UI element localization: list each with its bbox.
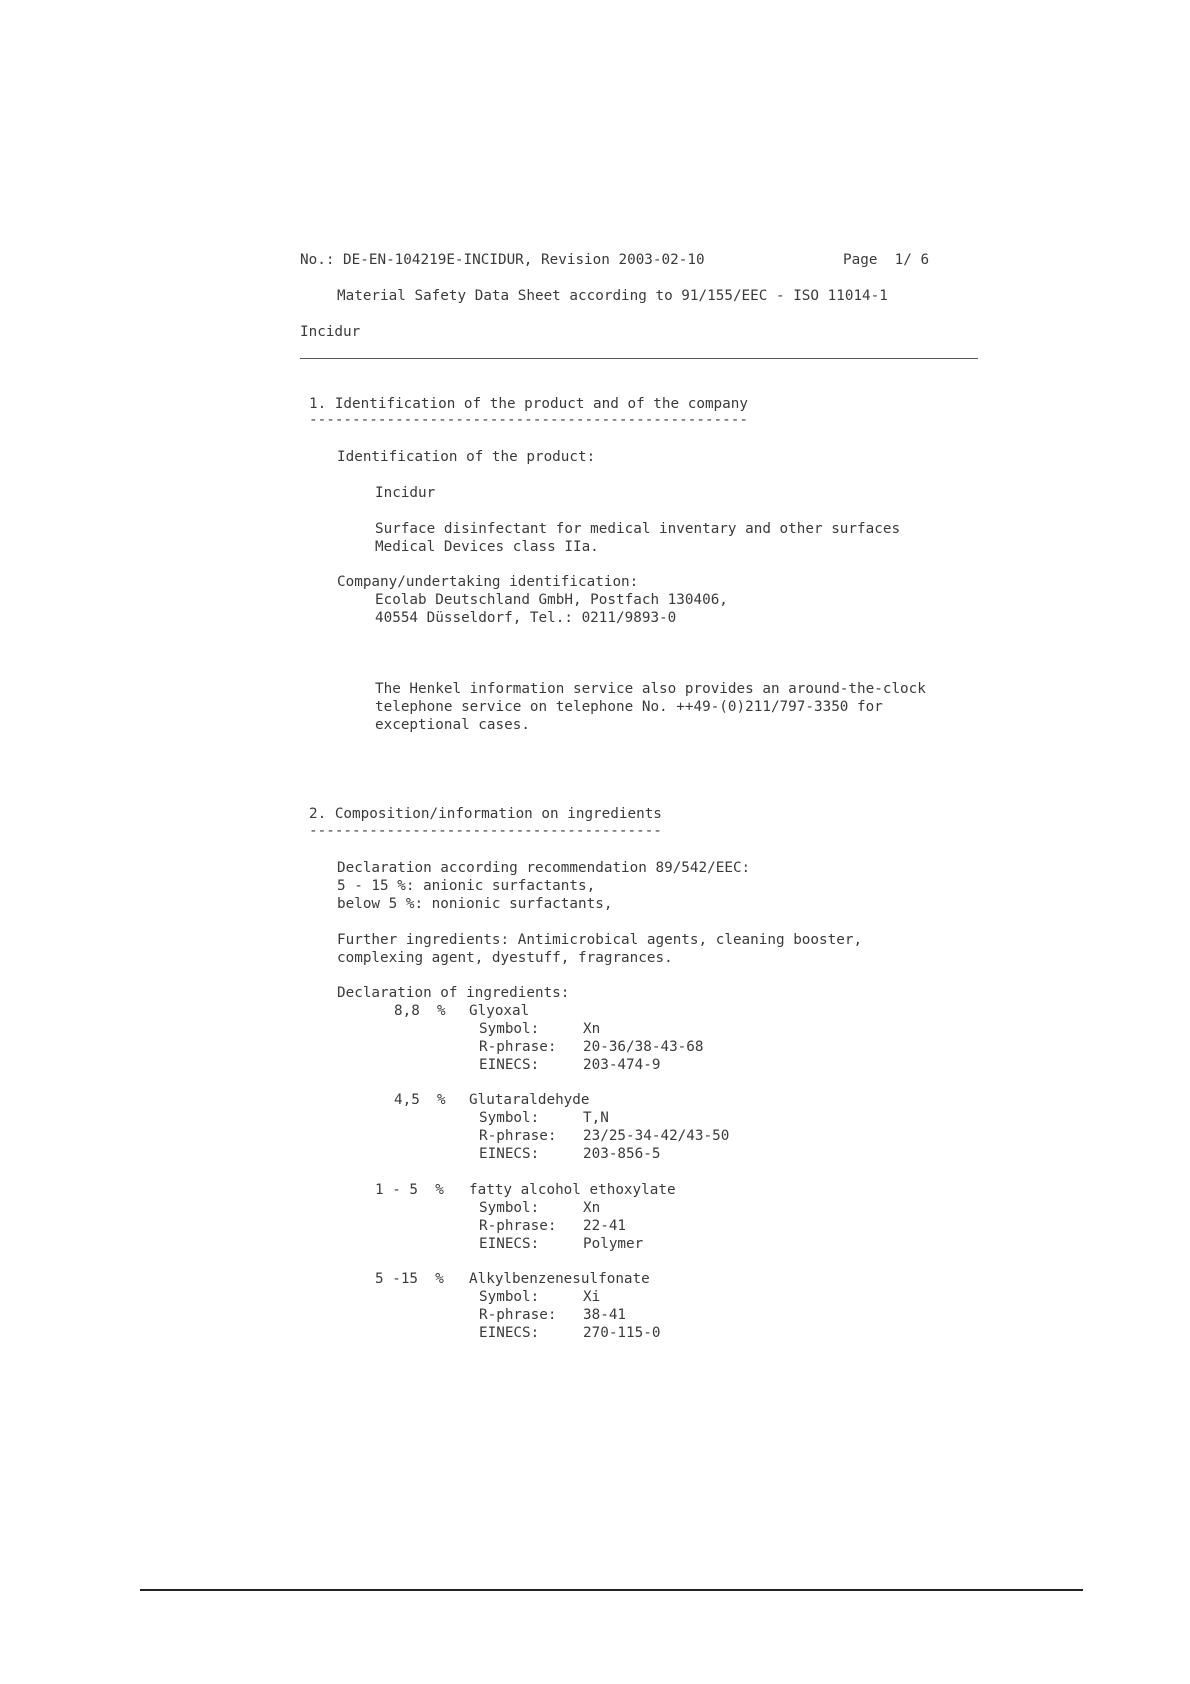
company-line-1: Ecolab Deutschland GmbH, Postfach 130406, xyxy=(375,592,728,608)
document-title: Material Safety Data Sheet according to 91/155/EEC - ISO 11014-1 xyxy=(337,288,888,304)
declaration-line-3: below 5 %: nonionic surfactants, xyxy=(337,896,613,912)
ingredient-amount: 1 - 5 % xyxy=(375,1182,444,1198)
rphrase-label: R-phrase: xyxy=(479,1307,557,1323)
einecs-value: 270-115-0 xyxy=(583,1325,661,1341)
further-ingredients-1: Further ingredients: Antimicrobical agents, cleaning booster, xyxy=(337,932,863,948)
rphrase-value: 23/25-34-42/43-50 xyxy=(583,1128,730,1144)
service-line-1: The Henkel information service also provides an around-the-clock xyxy=(375,681,926,697)
ingredient-amount: 8,8 % xyxy=(394,1003,446,1019)
product-description-2: Medical Devices class IIa. xyxy=(375,539,599,555)
rphrase-label: R-phrase: xyxy=(479,1218,557,1234)
declaration-line-2: 5 - 15 %: anionic surfactants, xyxy=(337,878,596,894)
einecs-label: EINECS: xyxy=(479,1146,540,1162)
product-name: Incidur xyxy=(375,485,436,501)
ingredient-amount: 5 -15 % xyxy=(375,1271,444,1287)
section-2-heading: 2. Composition/information on ingredients xyxy=(309,806,662,822)
page-number: Page 1/ 6 xyxy=(843,252,930,268)
company-line-2: 40554 Düsseldorf, Tel.: 0211/9893-0 xyxy=(375,610,677,626)
service-line-2: telephone service on telephone No. ++49-(0)211/797-3350 for xyxy=(375,699,883,715)
declaration-line-1: Declaration according recommendation 89/542/EEC: xyxy=(337,860,751,876)
einecs-value: 203-856-5 xyxy=(583,1146,661,1162)
einecs-label: EINECS: xyxy=(479,1236,540,1252)
symbol-label: Symbol: xyxy=(479,1200,540,1216)
rphrase-label: R-phrase: xyxy=(479,1039,557,1055)
einecs-value: 203-474-9 xyxy=(583,1057,661,1073)
symbol-value: Xi xyxy=(583,1289,601,1305)
einecs-label: EINECS: xyxy=(479,1325,540,1341)
footer-divider xyxy=(140,1589,1083,1591)
symbol-label: Symbol: xyxy=(479,1110,540,1126)
further-ingredients-2: complexing agent, dyestuff, fragrances. xyxy=(337,950,673,966)
section-1-underline: --------------------------------------------------- xyxy=(309,412,748,428)
symbol-label: Symbol: xyxy=(479,1021,540,1037)
symbol-label: Symbol: xyxy=(479,1289,540,1305)
ingredient-name: Glyoxal xyxy=(469,1003,530,1019)
rphrase-label: R-phrase: xyxy=(479,1128,557,1144)
company-label: Company/undertaking identification: xyxy=(337,574,639,590)
ingredient-name: Alkylbenzenesulfonate xyxy=(469,1271,650,1287)
symbol-value: Xn xyxy=(583,1200,601,1216)
rphrase-value: 22-41 xyxy=(583,1218,627,1234)
ingredient-amount: 4,5 % xyxy=(394,1092,446,1108)
section-2-underline: ----------------------------------------- xyxy=(309,823,662,839)
rphrase-value: 38-41 xyxy=(583,1307,627,1323)
einecs-value: Polymer xyxy=(583,1236,644,1252)
product-description-1: Surface disinfectant for medical inventary and other surfaces xyxy=(375,521,901,537)
ingredients-label: Declaration of ingredients: xyxy=(337,985,570,1001)
service-line-3: exceptional cases. xyxy=(375,717,530,733)
section-1-heading: 1. Identification of the product and of the company xyxy=(309,396,748,412)
ingredient-name: Glutaraldehyde xyxy=(469,1092,590,1108)
product-id-label: Identification of the product: xyxy=(337,449,596,465)
product-header: Incidur xyxy=(300,324,361,340)
document-number: No.: DE-EN-104219E-INCIDUR, Revision 2003-02-10 xyxy=(300,252,705,268)
symbol-value: Xn xyxy=(583,1021,601,1037)
rphrase-value: 20-36/38-43-68 xyxy=(583,1039,704,1055)
ingredient-name: fatty alcohol ethoxylate xyxy=(469,1182,676,1198)
header-divider xyxy=(300,358,978,359)
einecs-label: EINECS: xyxy=(479,1057,540,1073)
symbol-value: T,N xyxy=(583,1110,609,1126)
